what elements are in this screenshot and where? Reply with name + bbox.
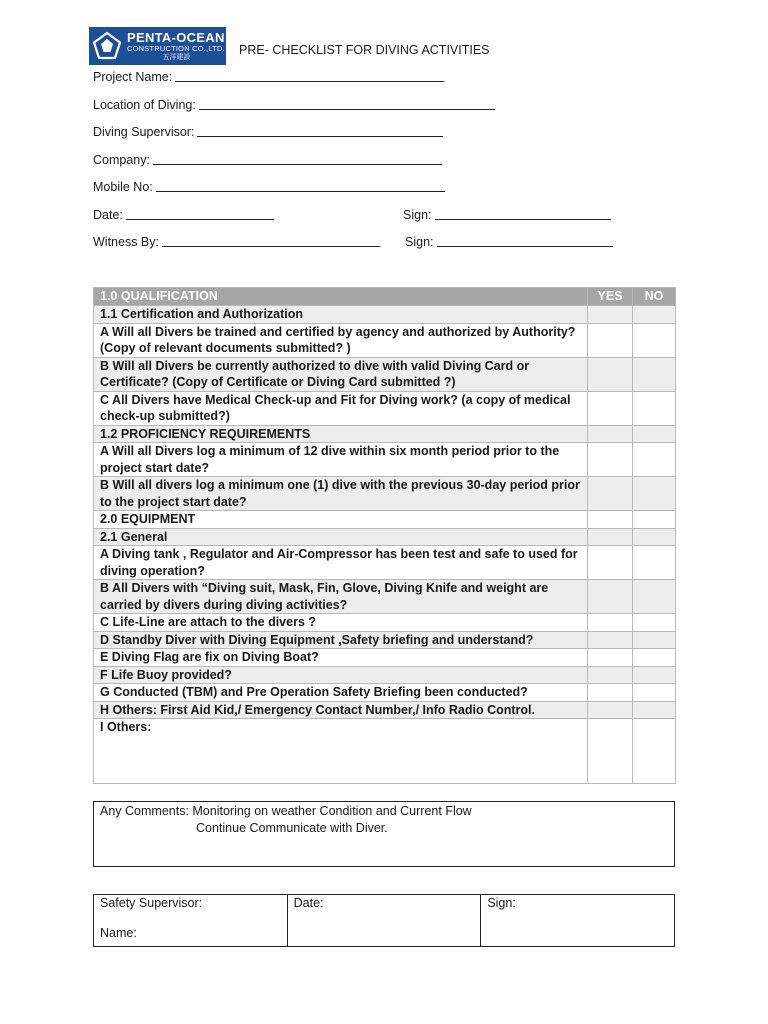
no-cell[interactable] <box>633 323 676 357</box>
row-text: 2.0 EQUIPMENT <box>94 511 588 529</box>
yes-cell[interactable] <box>588 649 633 667</box>
signoff-sign-label: Sign: <box>487 896 516 910</box>
location-label: Location of Diving: <box>93 98 196 112</box>
row-text: A Will all Divers be trained and certified by agency and authorized by Authority? (Copy of relevant documents submitted? ) <box>94 323 588 357</box>
logo-line1: PENTA-OCEAN <box>127 30 225 46</box>
table-row <box>94 666 676 684</box>
yes-cell[interactable] <box>588 701 633 719</box>
row-text: F Life Buoy provided? <box>94 666 588 684</box>
row-text: 1.2 PROFICIENCY REQUIREMENTS <box>94 425 588 443</box>
yes-cell[interactable] <box>588 357 633 391</box>
location-field[interactable] <box>93 97 495 112</box>
safety-supervisor-cell[interactable] <box>94 895 288 947</box>
date-field[interactable] <box>93 207 274 222</box>
comments-box[interactable] <box>93 801 675 867</box>
no-cell[interactable] <box>633 528 676 546</box>
row-text: B All Divers with “Diving suit, Mask, Fin, Glove, Diving Knife and weight are carried by divers during diving activities? <box>94 580 588 614</box>
table-row <box>94 511 676 529</box>
table-row <box>94 631 676 649</box>
witness-label: Witness By: <box>93 235 159 249</box>
row-text: H Others: First Aid Kid,/ Emergency Contact Number,/ Info Radio Control. <box>94 701 588 719</box>
yes-cell[interactable] <box>588 614 633 632</box>
project-name-label: Project Name: <box>93 70 173 84</box>
table-row <box>94 614 676 632</box>
table-row <box>94 719 676 784</box>
no-cell[interactable] <box>633 477 676 511</box>
no-cell[interactable] <box>633 443 676 477</box>
table-row <box>94 580 676 614</box>
signoff-table <box>93 894 675 947</box>
comments-line-1: Any Comments: Monitoring on weather Condition and Current Flow <box>100 804 472 818</box>
date-label: Date: <box>93 208 123 222</box>
company-field[interactable] <box>93 152 442 167</box>
table-row <box>94 306 676 324</box>
row-text: D Standby Diver with Diving Equipment ,Safety briefing and understand? <box>94 631 588 649</box>
company-logo <box>89 27 226 65</box>
no-cell[interactable] <box>633 580 676 614</box>
yes-cell[interactable] <box>588 580 633 614</box>
no-cell[interactable] <box>633 649 676 667</box>
yes-cell[interactable] <box>588 719 633 784</box>
mobile-field[interactable] <box>93 179 445 194</box>
signoff-date-label: Date: <box>293 896 324 910</box>
table-row <box>94 477 676 511</box>
no-cell[interactable] <box>633 357 676 391</box>
no-cell[interactable] <box>633 425 676 443</box>
no-cell[interactable] <box>633 614 676 632</box>
yes-cell[interactable] <box>588 323 633 357</box>
yes-column-header: YES <box>588 288 633 306</box>
sign-label-1: Sign: <box>403 208 432 222</box>
row-text: B Will all Divers be currently authorized to dive with valid Diving Card or Certificate? (Copy of Certificate or Diving Card submitted ?) <box>94 357 588 391</box>
table-row <box>94 357 676 391</box>
supervisor-label: Diving Supervisor: <box>93 125 195 139</box>
table-row <box>94 323 676 357</box>
yes-cell[interactable] <box>588 684 633 702</box>
row-text: G Conducted (TBM) and Pre Operation Safety Briefing been conducted? <box>94 684 588 702</box>
yes-cell[interactable] <box>588 511 633 529</box>
sign-field-1[interactable] <box>403 207 611 222</box>
pentagon-logo-icon <box>89 27 125 65</box>
company-line <box>153 152 442 165</box>
row-text: E Diving Flag are fix on Diving Boat? <box>94 649 588 667</box>
sign-field-2[interactable] <box>405 234 613 249</box>
yes-cell[interactable] <box>588 425 633 443</box>
row-text: C Life-Line are attach to the divers ? <box>94 614 588 632</box>
no-cell[interactable] <box>633 546 676 580</box>
table-row <box>94 649 676 667</box>
mobile-line <box>156 179 445 192</box>
no-column-header: NO <box>633 288 676 306</box>
sign-line-1 <box>435 207 611 220</box>
row-text: 1.1 Certification and Authorization <box>94 306 588 324</box>
date-line <box>126 207 274 220</box>
row-text: A Diving tank , Regulator and Air-Compressor has been test and safe to used for diving operation? <box>94 546 588 580</box>
no-cell[interactable] <box>633 701 676 719</box>
safety-supervisor-label: Safety Supervisor: <box>100 896 203 910</box>
witness-line <box>162 234 380 247</box>
table-row <box>94 546 676 580</box>
no-cell[interactable] <box>633 511 676 529</box>
document-title: PRE- CHECKLIST FOR DIVING ACTIVITIES <box>239 43 490 57</box>
no-cell[interactable] <box>633 306 676 324</box>
signoff-date-cell[interactable] <box>287 895 481 947</box>
row-text: A Will all Divers log a minimum of 12 dive within six month period prior to the project start date? <box>94 443 588 477</box>
yes-cell[interactable] <box>588 631 633 649</box>
no-cell[interactable] <box>633 719 676 784</box>
yes-cell[interactable] <box>588 306 633 324</box>
sign-line-2 <box>437 234 613 247</box>
yes-cell[interactable] <box>588 443 633 477</box>
mobile-label: Mobile No: <box>93 180 153 194</box>
section-qualification-header: 1.0 QUALIFICATION <box>94 288 588 306</box>
name-label: Name: <box>100 926 137 940</box>
yes-cell[interactable] <box>588 391 633 425</box>
row-text: I Others: <box>94 719 588 784</box>
project-name-field[interactable] <box>93 69 444 84</box>
table-row <box>94 684 676 702</box>
sign-label-2: Sign: <box>405 235 434 249</box>
table-row <box>94 443 676 477</box>
table-row <box>94 528 676 546</box>
project-name-line <box>175 69 444 82</box>
no-cell[interactable] <box>633 391 676 425</box>
no-cell[interactable] <box>633 684 676 702</box>
row-text: B Will all divers log a minimum one (1) dive with the previous 30-day period prior to the project start date? <box>94 477 588 511</box>
logo-line2: CONSTRUCTION CO.,LTD. <box>127 44 225 54</box>
location-line <box>199 97 495 110</box>
company-label: Company: <box>93 153 150 167</box>
no-cell[interactable] <box>633 631 676 649</box>
supervisor-field[interactable] <box>93 124 443 139</box>
table-header-row <box>94 288 676 306</box>
table-row <box>94 701 676 719</box>
supervisor-line <box>197 124 443 137</box>
witness-field[interactable] <box>93 234 380 249</box>
yes-cell[interactable] <box>588 528 633 546</box>
checklist-table <box>93 287 676 784</box>
no-cell[interactable] <box>633 666 676 684</box>
yes-cell[interactable] <box>588 477 633 511</box>
table-row <box>94 425 676 443</box>
comments-line-2: Continue Communicate with Diver. <box>196 820 388 835</box>
row-text: C All Divers have Medical Check-up and Fit for Diving work? (a copy of medical check-up submitted?) <box>94 391 588 425</box>
table-row <box>94 391 676 425</box>
signoff-sign-cell[interactable] <box>481 895 675 947</box>
yes-cell[interactable] <box>588 666 633 684</box>
logo-line3: 五洋建設 <box>162 53 191 61</box>
row-text: 2.1 General <box>94 528 588 546</box>
yes-cell[interactable] <box>588 546 633 580</box>
